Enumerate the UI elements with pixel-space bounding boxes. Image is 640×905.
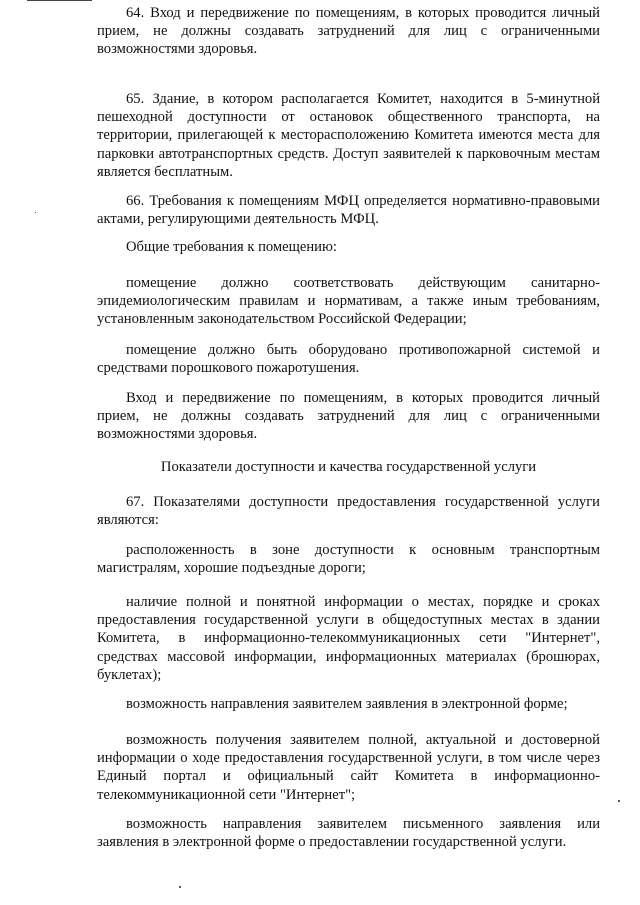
paragraph-electronic-submission: возможность направления заявителем заявления в электронной форме; xyxy=(126,696,568,712)
scan-speck xyxy=(179,886,181,888)
paragraph-fire-safety: помещение должно быть оборудовано противопожарной системой и средствами порошкового пожаротушения. xyxy=(97,342,600,377)
top-rule-divider xyxy=(27,0,92,1)
paragraph-general-requirements: Общие требования к помещению: xyxy=(126,239,337,255)
paragraph-67: 67. Показателями доступности предоставления государственной услуги являются: xyxy=(97,494,600,529)
paragraph-information-availability: наличие полной и понятной информации о местах, порядке и сроках предоставления государственной услуги в общедоступных местах в здании Комитета, в информационно-телекоммуникационных сети "Интернет", средствах массовой информации, информационных материалах (брошюрах, буклетах); xyxy=(97,594,600,683)
paragraph-65: 65. Здание, в котором располагается Комитет, находится в 5-минутной пешеходной доступности от остановок общественного транспорта, на территории, прилегающей к месторасположению Комитета имеются места для парковки автотранспортных средств. Доступ заявителей к парковочным местам является бесплатным. xyxy=(97,91,600,180)
paragraph-written-application: возможность направления заявителем письменного заявления или заявления в электронной форме о предоставлении государственной услуги. xyxy=(97,816,600,851)
scan-speck xyxy=(618,800,620,802)
paragraph-64: 64. Вход и передвижение по помещениям, в которых проводится личный прием, не должны создавать затруднений для лиц с ограниченными возможностями здоровья. xyxy=(97,5,600,58)
paragraph-66: 66. Требования к помещениям МФЦ определяется нормативно-правовыми актами, регулирующими деятельность МФЦ. xyxy=(97,193,600,228)
scan-speck xyxy=(35,212,36,213)
section-heading: Показатели доступности и качества государственной услуги xyxy=(160,459,537,475)
paragraph-progress-information: возможность получения заявителем полной, актуальной и достоверной информации о ходе предоставления государственной услуги, в том числе через Единый портал и официальный сайт Комитета в информационно-телекоммуникационной сети "Интернет"; xyxy=(97,732,600,803)
paragraph-transport-location: расположенность в зоне доступности к основным транспортным магистралям, хорошие подъездные дороги; xyxy=(97,542,600,577)
paragraph-sanitary-requirements: помещение должно соответствовать действующим санитарно-эпидемиологическим правилам и нормативам, а также иным требованиям, установленным законодательством Российской Федерации; xyxy=(97,275,600,328)
paragraph-entry-movement: Вход и передвижение по помещениям, в которых проводится личный прием, не должны создавать затруднений для лиц с ограниченными возможностями здоровья. xyxy=(97,390,600,443)
